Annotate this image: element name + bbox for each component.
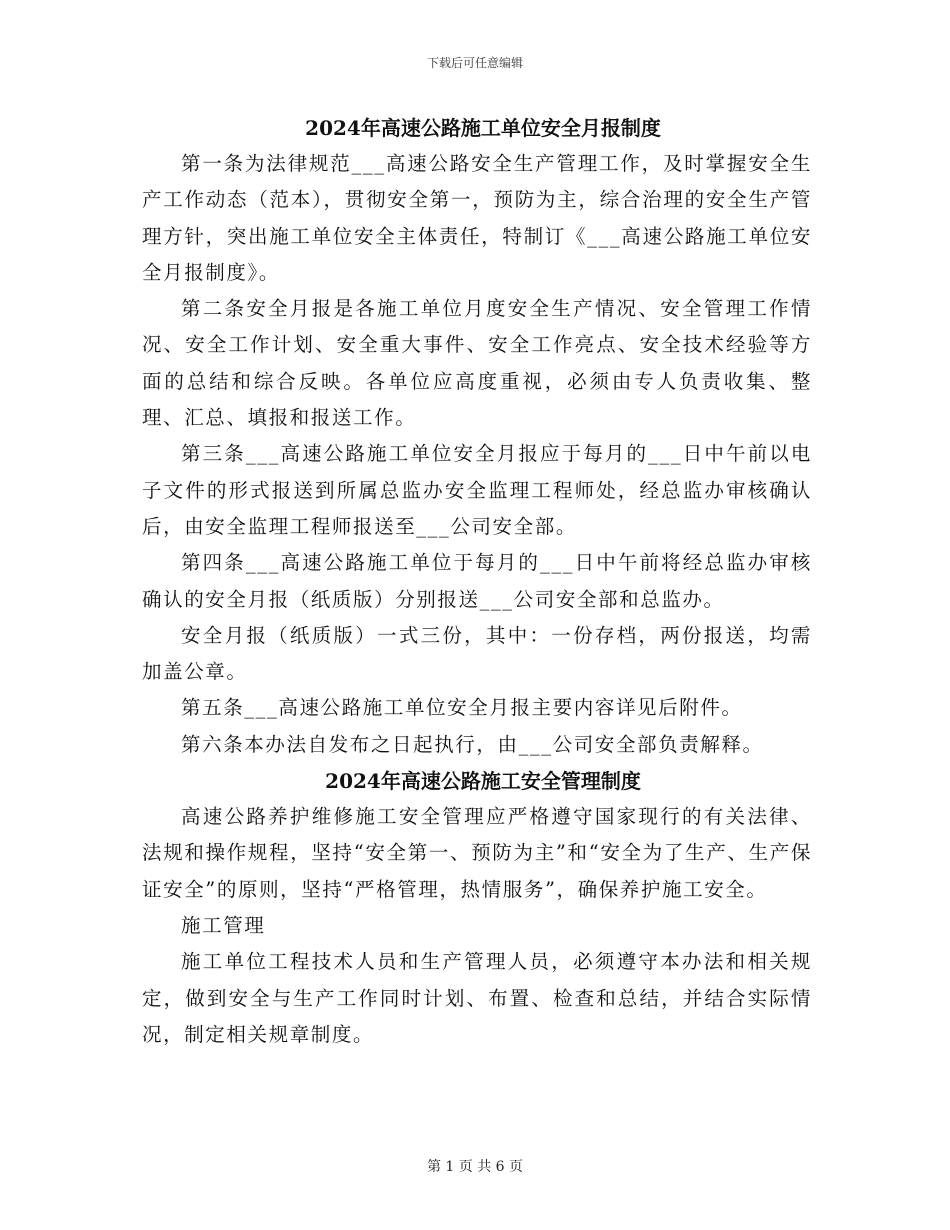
section2-title: 2024年高速公路施工安全管理制度	[325, 769, 641, 794]
section2-paragraph-3: 施工单位工程技术人员和生产管理人员，必须遵守本办法和相关规定，做到安全与生产工作同时计划、布置、检查和总结，并结合实际情况，制定相关规章制度。	[142, 950, 812, 1046]
section1-paragraph-2: 第二条安全月报是各施工单位月度安全生产情况、安全管理工作情况、安全工作计划、安全重大事件、安全工作亮点、安全技术经验等方面的总结和综合反映。各单位应高度重视，必须由专人负责收集、整理、汇总、填报和报送工作。	[142, 297, 812, 430]
section1-paragraph-3: 第三条___高速公路施工单位安全月报应于每月的___日中午前以电子文件的形式报送到所属总监办安全监理工程师处，经总监办审核确认后，由安全监理工程师报送至___公司安全部。	[142, 442, 812, 538]
page-number: 第 1 页 共 6 页	[426, 1159, 524, 1175]
section1-paragraph-1: 第一条为法律规范___高速公路安全生产管理工作，及时掌握安全生产工作动态（范本），贯彻安全第一，预防为主，综合治理的安全生产管理方针，突出施工单位安全主体责任，特制订《___高速公路施工单位安全月报制度》。	[142, 152, 812, 284]
section1-title: 2024年高速公路施工单位安全月报制度	[305, 116, 661, 140]
document-body	[142, 110, 812, 1053]
section1-paragraph-7: 第六条本办法自发布之日起执行，由___公司安全部负责解释。	[181, 732, 764, 756]
section2-paragraph-1: 高速公路养护维修施工安全管理应严格遵守国家现行的有关法律、法规和操作规程，坚持“安全第一、预防为主”和“安全为了生产、生产保证安全”的原则，坚持“严格管理，热情服务”，确保养护施工安全。	[142, 805, 812, 901]
header-note: 下载后可任意编辑	[426, 56, 523, 70]
section1-paragraph-4: 第四条___高速公路施工单位于每月的___日中午前将经总监办审核确认的安全月报（纸质版）分别报送___公司安全部和总监办。	[142, 551, 812, 611]
section1-paragraph-6: 第五条___高速公路施工单位安全月报主要内容详见后附件。	[181, 696, 743, 720]
section2-paragraph-2: 施工管理	[181, 913, 266, 937]
section1-paragraph-5: 安全月报（纸质版）一式三份，其中：一份存档，两份报送，均需加盖公章。	[142, 623, 812, 684]
